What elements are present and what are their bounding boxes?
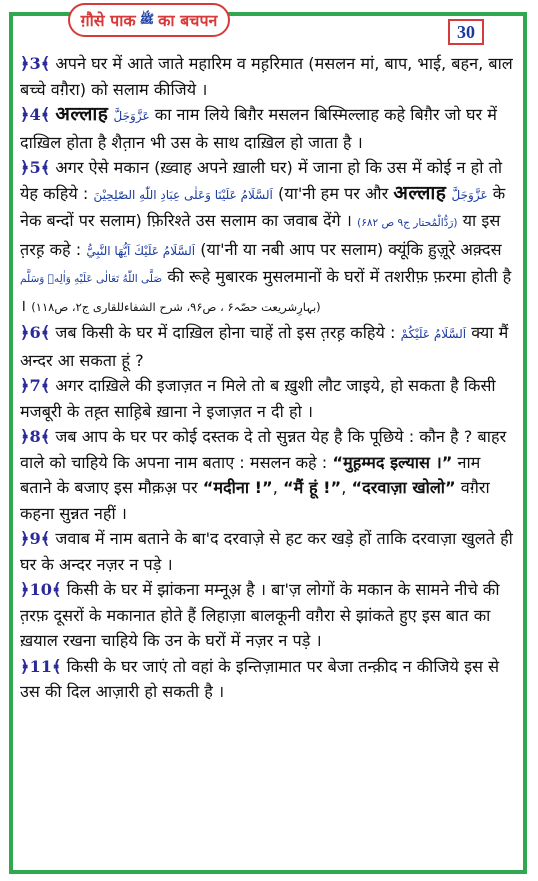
item-number: ﴿10﴾ — [20, 580, 62, 599]
separator: , — [341, 478, 352, 497]
paragraph-text: जब आप के घर पर कोई दस्तक दे तो सुन्नत येह है कि पूछिये : कौन है ? बाहर वाले को चाहिये कि अपना नाम बताए : मसलन कहे : — [20, 427, 507, 472]
paragraph-7 — [20, 373, 514, 424]
paragraph-3 — [20, 51, 514, 102]
paragraph-text: जवाब में नाम बताने के बा'द दरवाज़े से हट कर खड़े हों ताकि दरवाज़ा खुलते ही घर के अन्दर नज़र न पड़े । — [20, 529, 513, 574]
paragraph-8 — [20, 424, 514, 526]
item-number: ﴿4﴾ — [20, 105, 51, 124]
arabic-durood: صَلَّى اللّٰهُ تَعَالٰى عَلَيْهِ وَاٰلِهٖ وَسَلَّم — [20, 273, 163, 285]
paragraph-5 — [20, 155, 514, 320]
page-body — [20, 51, 514, 705]
citation: (رَدُّالْمُحتار ج۹ ص ۶۸۲) — [357, 217, 458, 229]
example-name-quote: “मुह़म्मद इल्यास ।” — [332, 452, 453, 472]
item-number: ﴿9﴾ — [20, 529, 51, 548]
paragraph-10 — [20, 577, 514, 654]
paragraph-text: नाम बताने के बजाए इस मौक़अ़ पर — [20, 452, 481, 497]
allah-calligraphy: अल्लाह — [55, 103, 109, 125]
header-title-right: का बचपन — [158, 11, 218, 30]
item-number: ﴿11﴾ — [20, 656, 62, 676]
paragraph-text: का नाम लिये बिग़ैर मसलन बिस्मिल्लाह कहे बिग़ैर जो घर में दाख़िल होता है शैत़ान भी उस के साथ दाख़िल हो जाता है । — [20, 105, 497, 152]
allah-calligraphy: अल्लाह — [393, 181, 447, 204]
example-quote: “मैं हूं !” — [282, 478, 342, 497]
page-number: 30 — [448, 19, 484, 45]
example-quote: “मदीना !” — [202, 478, 273, 497]
separator: , — [272, 478, 283, 497]
paragraph-text: अगर दाख़िले की इजाज़त न मिले तो ब ख़ुशी लौट जाइये, हो सकता है किसी मजबूरी के तह़्त साह़िबे ख़ाना ने इजाज़त न दी हो । — [20, 376, 496, 421]
paragraph-11 — [20, 654, 514, 705]
paragraph-text: अपने घर में आते जाते महारिम व मह़रिमात (मसलन मां, बाप, भाई, बहन, बाल बच्चे वग़ैरा) को सलाम कीजिये । — [20, 54, 513, 99]
arabic-salutation: اَلسَّلَامُ عَلَيْنَا وَعَلٰى عِبَادِ اللّٰهِ الصّٰلِحِيْنَ — [93, 187, 273, 202]
paragraph-text: या इस त़रह़ कहे : — [20, 211, 501, 259]
arabic-honorific: عَزَّوَجَلَّ — [113, 109, 150, 123]
item-number: ﴿3﴾ — [20, 54, 51, 73]
arabic-salutation: اَلسَّلَامُ عَلَيْكُمْ — [400, 327, 467, 341]
paragraph-6 — [20, 320, 514, 373]
arabic-salutation: اَلسَّلَامُ عَلَيْكَ اَيُّهَا النَّبِيُّ — [86, 243, 196, 258]
arabic-honorific: عَزَّوَجَلَّ — [451, 187, 488, 202]
paragraph-9 — [20, 526, 514, 577]
paragraph-4 — [20, 102, 514, 155]
paragraph-text: की रूहे मुबारक मुसलमानों के घरों में तशरीफ़ फ़रमा होती है । — [20, 267, 512, 315]
paragraph-text: (या'नी या नबी आप पर सलाम) क्यूंकि ह़ुज़ूरे अक़्दस — [195, 239, 502, 259]
paragraph-text: क्या मैं अन्दर आ सकता हूं ? — [20, 323, 509, 370]
item-number: ﴿6﴾ — [20, 323, 51, 342]
honorific-seal: ﷺ — [139, 11, 155, 26]
running-header — [68, 3, 230, 37]
item-number: ﴿7﴾ — [20, 376, 51, 395]
header-title-left: ग़ौसे पाक — [80, 11, 136, 30]
item-number: ﴿8﴾ — [20, 427, 51, 446]
paragraph-text: के नेक बन्दों पर सलाम) फ़िरिश्ते उस सलाम का जवाब देंगे । — [20, 183, 506, 230]
paragraph-text: किसी के घर में झांकना मम्नूअ़ है । बा'ज़ लोगों के मकान के सामने नीचे की त़रफ़ दूसरों के मकानात होते हैं लिहाज़ा बालकूनी वग़ैरा से झांकते हुए इस बात का ख़याल रखना चाहिये कि उन के घरों में नज़र न पड़े । — [20, 580, 500, 650]
paragraph-text: वग़ैरा कहना सुन्नत नहीं । — [20, 478, 490, 523]
paragraph-text: जब किसी के घर में दाख़िल होना चाहें तो इस त़रह़ कहिये : — [50, 323, 401, 342]
example-quote: “दरवाज़ा खोलो” — [351, 478, 456, 497]
item-number: ﴿5﴾ — [20, 158, 51, 177]
paragraph-text: किसी के घर जाएं तो वहां के इन्तिज़ामात पर बेजा तन्क़ीद न कीजिये इस से उस की दिल आज़ारी हो सकती है । — [20, 656, 500, 701]
citation: (بہارِشریعت حصّہ۶ ، ص۹۶، شرح الشفاءللقاری ج۲، ص۱۱۸) — [31, 299, 321, 314]
paragraph-text: अगर ऐसे मकान (ख़्वाह अपने ख़ाली घर) में जाना हो कि उस में कोई न हो तो येह कहिये : — [20, 158, 503, 203]
paragraph-text: (या'नी हम पर और — [272, 183, 394, 203]
